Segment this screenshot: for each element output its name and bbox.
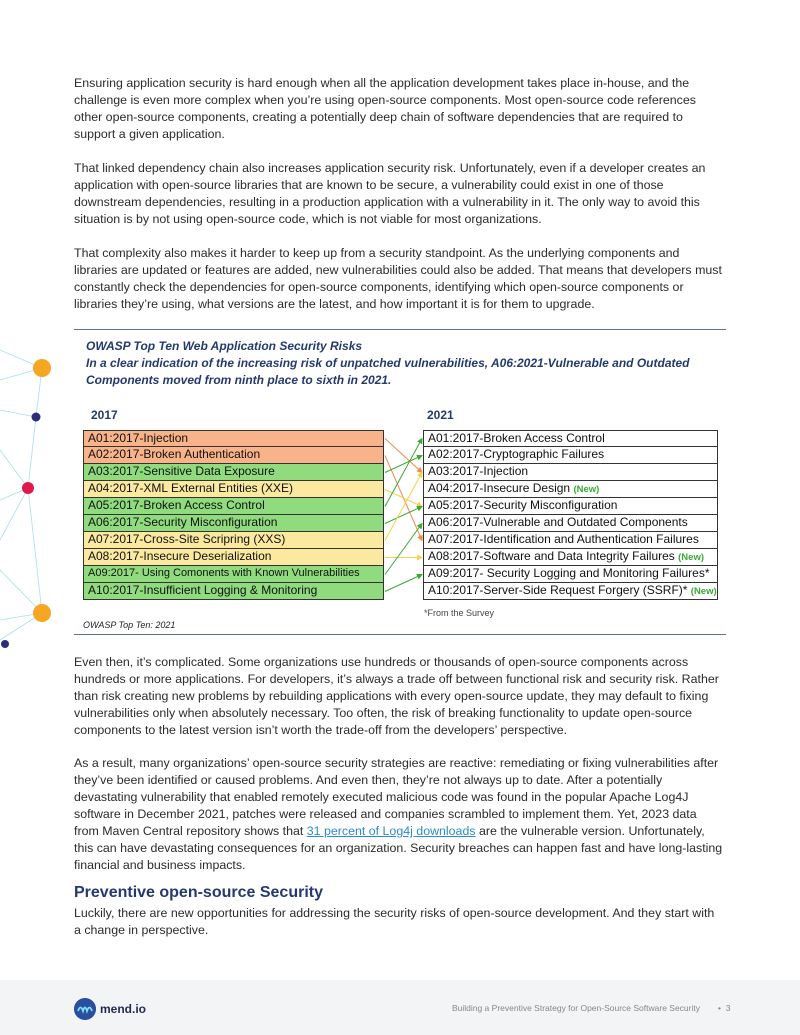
mend-logo [74, 998, 146, 1020]
complexity-paragraph: That complexity also makes it harder to keep up from a security standpoint. As the underlying components and libraries are updated or features are added, new vulnerabilities could also be added. That means that developers must constantly check the dependencies for open-source components, identifying which open-source components or libraries they’re using, what versions are the latest, and how important it is for them to upgrade. [74, 246, 722, 311]
section-heading: Preventive open-source Security [74, 884, 323, 901]
closing-paragraph: Luckily, there are new opportunities for addressing the security risks of open-source development. And they start with a change in perspective. [74, 906, 715, 937]
dependency-paragraph: That linked dependency chain also increases application security risk. Unfortunately, even if a developer creates an application with open-source libraries that are known to be secure, a vulnerability could exist in one of those downstream dependencies, resulting in a production application with a vulnerability in it. The only way to avoid this situation is by not using open-source code, which is not viable for most organizations. [74, 161, 706, 226]
mapping-arrow [385, 490, 422, 507]
mapping-arrow [385, 575, 422, 592]
log4j-downloads-link[interactable]: 31 percent of Log4j downloads [306, 824, 476, 838]
owasp-2021-item-label: A05:2017-Security Misconfiguration [428, 498, 618, 512]
reactive-text-before: As a result, many organizations’ open-source security strategies are reactive: remediating or fixing vulnerabilities after they’ve been identified or caused problems. And even then, they’re not always up to date. After a potentially devastating vulnerability that enabled remotely executed malicious code was found in the popular Apache Log4J software in December 2021, patches were released and companies scrambled to implement them. Yet, 2023 data from Maven Central repository shows that [74, 756, 719, 838]
owasp-2021-item-label: A04:2017-Insecure Design [428, 481, 574, 495]
figure-caption: OWASP Top Ten: 2021 [83, 620, 176, 630]
footer-separator: • [718, 1003, 721, 1013]
owasp-2017-item: A02:2017-Broken Authentication [83, 447, 384, 464]
year-2021-label: 2021 [427, 408, 454, 422]
page-number-value: 3 [725, 1003, 731, 1013]
new-badge: (New) [678, 552, 705, 563]
owasp-2017-item: A10:2017-Insufficient Logging & Monitoring [83, 583, 384, 600]
figure-title: OWASP Top Ten Web Application Security Risks [86, 339, 363, 353]
owasp-2021-item-label: A02:2017-Cryptographic Failures [428, 447, 605, 461]
year-2017-label: 2017 [91, 408, 118, 422]
owasp-2021-item-label: A08:2017-Software and Data Integrity Failures [428, 549, 679, 563]
owasp-2021-item-label: A09:2017- Security Logging and Monitoring Failures* [428, 566, 710, 580]
footer-document-title: Building a Preventive Strategy for Open-Source Software Security [451, 1003, 700, 1013]
figure-subtitle: In a clear indication of the increasing risk of unpatched vulnerabilities, A06:2021-Vulnerable and Outdated Components moved from ninth place to sixth in 2021. [86, 356, 690, 387]
owasp-2017-item: A03:2017-Sensitive Data Exposure [83, 464, 384, 481]
mend-logo-icon [74, 998, 96, 1020]
owasp-2017-item: A04:2017-XML External Entities (XXE) [83, 481, 384, 498]
new-badge: (New) [690, 586, 717, 597]
owasp-2021-item-label: A10:2017-Server-Side Request Forgery (SSRF)* [428, 583, 691, 597]
owasp-2017-item: A09:2017- Using Comonents with Known Vulnerabilities [83, 566, 384, 583]
new-badge: (New) [573, 484, 600, 495]
figure-bottom-rule [74, 634, 726, 635]
owasp-2017-item: A01:2017-Injection [83, 430, 384, 447]
owasp-2017-item: A06:2017-Security Misconfiguration [83, 515, 384, 532]
mapping-arrow [385, 439, 422, 507]
owasp-2017-item: A07:2017-Cross-Site Scripring (XXS) [83, 532, 384, 549]
reactive-text-after: are the vulnerable version. Unfortunately, this can have devastating consequences for an organization. Security breaches can happen fast and have long-lasting financial and business impacts. [74, 824, 723, 872]
mapping-arrow [385, 507, 422, 524]
owasp-2021-item-label: A01:2017-Broken Access Control [428, 431, 605, 445]
owasp-2021-item-label: A06:2017-Vulnerable and Outdated Components [428, 515, 688, 529]
owasp-2021-item-label: A07:2017-Identification and Authentication Failures [428, 532, 699, 546]
survey-footnote: *From the Survey [424, 608, 495, 618]
page-number [718, 1003, 730, 1013]
owasp-2017-item: A05:2017-Broken Access Control [83, 498, 384, 515]
reactive-paragraph [74, 755, 724, 874]
brand-name: mend.io [100, 1002, 147, 1016]
owasp-2021-item-label: A03:2017-Injection [428, 464, 529, 478]
tradeoff-paragraph: Even then, it’s complicated. Some organizations use hundreds or thousands of open-source components across hundreds or more applications. For developers, it’s always a trade off between functional risk and security risk. Rather than risk creating new problems by rebuilding applications with every open-source update, they may default to fixing vulnerabilities only when absolutely necessary. Too often, the risk of breaking functionality to update open-source components to the latest version isn’t worth the trade-off from the developers’ perspective. [74, 655, 719, 737]
intro-paragraph: Ensuring application security is hard enough when all the application development takes place in-house, and the challenge is even more complex when you’re using open-source components. Most open-source code references other open-source components, creating a potentially deep chain of software dependencies that are required to support a given application. [74, 76, 696, 141]
owasp-2017-item: A08:2017-Insecure Deserialization [83, 549, 384, 566]
mapping-arrow [385, 456, 422, 473]
